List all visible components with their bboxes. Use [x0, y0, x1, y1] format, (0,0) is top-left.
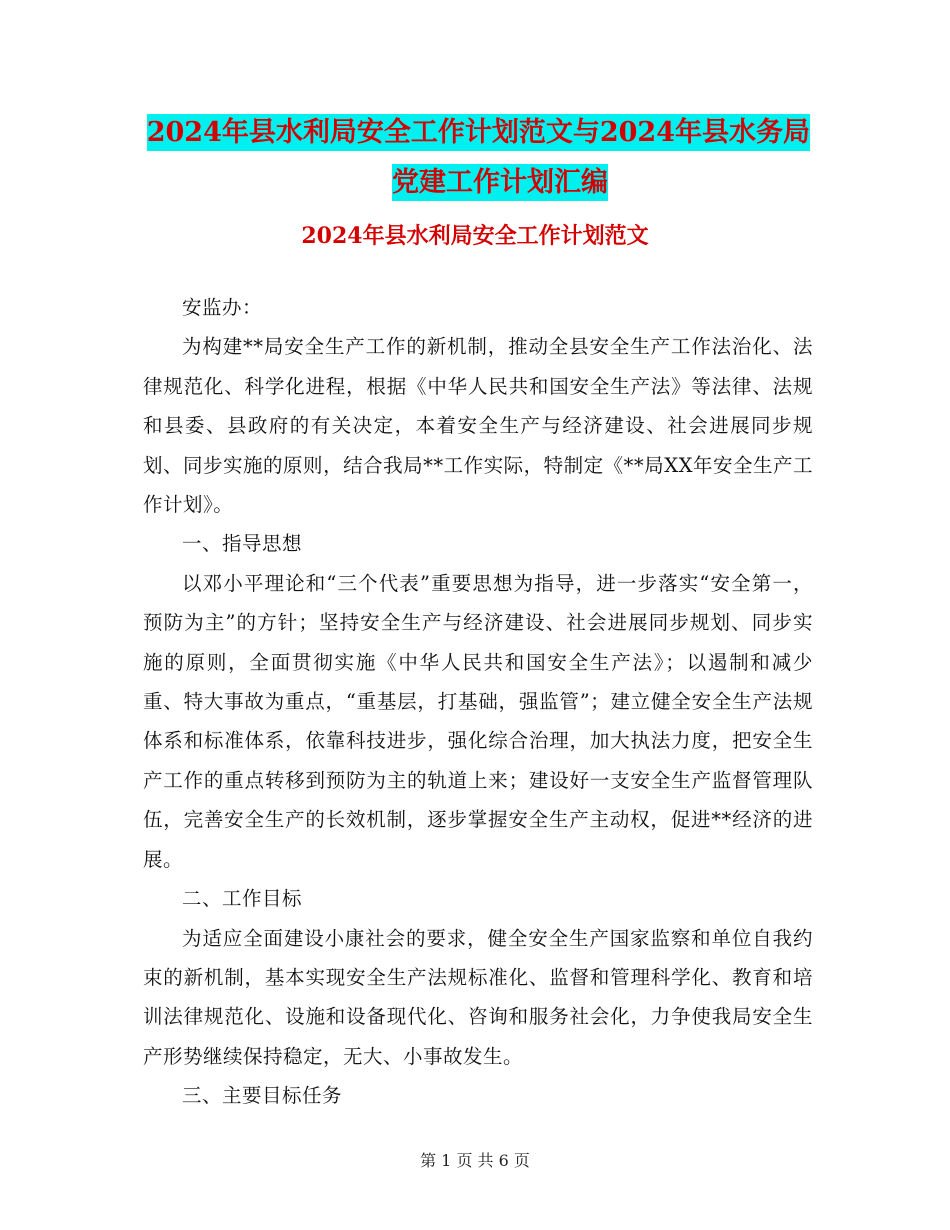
paragraph-guiding-ideology: 以邓小平理论和“三个代表”重要思想为指导，进一步落实“安全第一，预防为主”的方针；坚持安全生产与经济建设、社会进展同步规划、同步实施的原则，全面贯彻实施《中华人民共和国安全生产法》；以遏制和减少重、特大事故为重点，“重基层，打基础，强监管”；建立健全安全生产法规体系和标准体系，依靠科技进步，强化综合治理，加大执法力度，把安全生产工作的重点转移到预防为主的轨道上来；建设好一支安全生产监督管理队伍，完善安全生产的长效机制，逐步掌握安全生产主动权，促进**经济的进展。 [143, 571, 813, 871]
paragraph-work-goals: 为适应全面建设小康社会的要求，健全安全生产国家监察和单位自我约束的新机制，基本实现安全生产法规标准化、监督和管理科学化、教育和培训法律规范化、设施和设备现代化、咨询和服务社会化，力争使我局安全生产形势继续保持稳定，无大、小事故发生。 [143, 926, 813, 1068]
document-title-line1: 2024年县水利局安全工作计划范文与2024年县水务局 [147, 114, 810, 151]
heading-work-goals: 二、工作目标 [182, 887, 303, 911]
paragraph-intro: 为构建**局安全生产工作的新机制，推动全县安全生产工作法治化、法律规范化、科学化进程，根据《中华人民共和国安全生产法》等法律、法规和县委、县政府的有关决定，本着安全生产与经济建设、社会进展同步规划、同步实施的原则，结合我局**工作实际，特制定《**局XX年安全生产工作计划》。 [143, 335, 813, 517]
section-title: 2024年县水利局安全工作计划范文 [301, 223, 649, 249]
heading-main-tasks: 三、主要目标任务 [182, 1084, 343, 1108]
page-number: 第 1 页 共 6 页 [420, 1151, 530, 1170]
paragraph-salutation: 安监办： [182, 296, 263, 319]
document-title-line2: 党建工作计划汇编 [392, 164, 608, 201]
heading-guiding-ideology: 一、指导思想 [182, 532, 303, 556]
document-title [140, 108, 860, 208]
document-body [143, 288, 813, 1116]
